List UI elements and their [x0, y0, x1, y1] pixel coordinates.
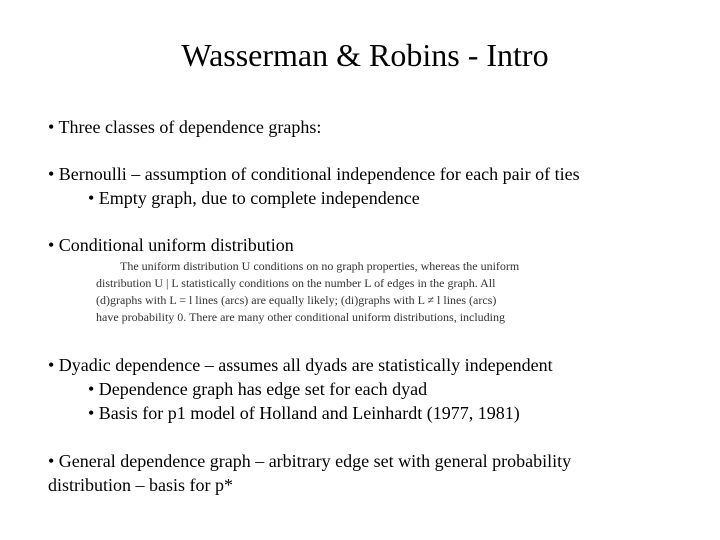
- scan-line-2: distribution U | L statistically conditions on the number L of edges in the graph. All: [96, 276, 496, 290]
- sub-bullet-empty-graph: • Empty graph, due to complete independence: [88, 188, 420, 208]
- bullet-general-dependence-cont: distribution – basis for p*: [48, 475, 233, 495]
- bullet-conditional-uniform: • Conditional uniform distribution: [48, 235, 294, 255]
- scanned-text-excerpt: [96, 258, 566, 326]
- bullet-general-dependence: • General dependence graph – arbitrary edge set with general probability: [48, 451, 572, 471]
- slide-title: Wasserman & Robins - Intro: [181, 37, 549, 73]
- scan-line-1: The uniform distribution U conditions on no graph properties, whereas the uniform: [120, 259, 520, 273]
- bullet-bernoulli: • Bernoulli – assumption of conditional independence for each pair of ties: [48, 164, 580, 184]
- scan-line-3: (d)graphs with L = l lines (arcs) are equally likely; (di)graphs with L ≠ l lines (arcs): [96, 293, 497, 307]
- bullet-dyadic-dependence: • Dyadic dependence – assumes all dyads are statistically independent: [48, 355, 553, 375]
- bullet-three-classes: • Three classes of dependence graphs:: [48, 117, 322, 137]
- sub-bullet-edge-set: • Dependence graph has edge set for each dyad: [88, 379, 428, 399]
- sub-bullet-p1-model: • Basis for p1 model of Holland and Leinhardt (1977, 1981): [88, 403, 520, 423]
- scan-line-4: have probability 0. There are many other conditional uniform distributions, including: [96, 310, 506, 324]
